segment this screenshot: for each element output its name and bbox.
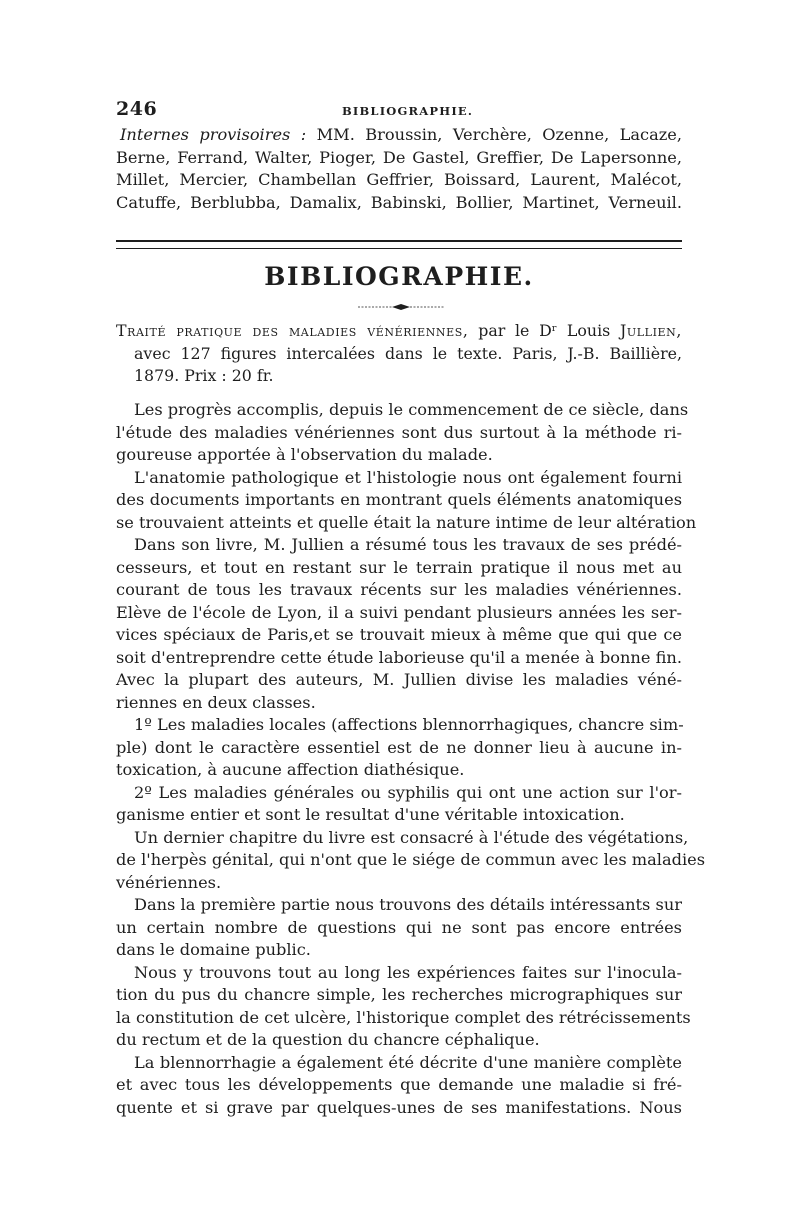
body-line: soit d'entreprendre cette étude laborieuse qu'il a menée à bonne fin.: [116, 647, 682, 667]
body-line: Avec la plupart des auteurs, M. Jullien divise les maladies véné-: [116, 670, 682, 689]
book-title: Traité pratique des maladies vénériennes,: [116, 321, 469, 340]
body-line: Dans son livre, M. Jullien a résumé tous les travaux de ses prédé-: [134, 535, 682, 554]
ornament-divider: [356, 302, 446, 312]
body-line: Les progrès accomplis, depuis le commencement de ce siècle, dans: [134, 400, 689, 419]
running-title: BIBLIOGRAPHIE.: [342, 104, 474, 118]
body-line: Un dernier chapitre du livre est consacré à l'étude des végétations,: [134, 827, 689, 847]
body-line: de l'herpès génital, qui n'ont que le siége de commun avec les maladies: [116, 850, 706, 869]
review-header: [116, 320, 682, 388]
body-line: se trouvaient atteints et quelle était la nature intime de leur altération: [116, 512, 697, 532]
author-name: Jullien,: [619, 321, 682, 340]
review-header-line: 1879. Prix : 20 fr.: [134, 366, 274, 385]
staff-label: Internes provisoires :: [120, 125, 307, 144]
body-line: des documents importants en montrant quels éléments anatomiques: [116, 490, 682, 509]
staff-list: [116, 124, 682, 214]
body-line: vices spéciaux de Paris,et se trouvait mieux à même que qui que ce: [116, 625, 682, 644]
body-line: du rectum et de la question du chancre céphalique.: [116, 1030, 540, 1049]
double-rule-divider: [116, 240, 682, 249]
body-line: goureuse apportée à l'observation du malade.: [116, 445, 493, 464]
staff-line: Catuffe, Berblubba, Damalix, Babinski, Bollier, Martinet, Verneuil.: [116, 192, 682, 212]
body-line: riennes en deux classes.: [116, 692, 316, 712]
body-line: courant de tous les travaux récents sur les maladies vénériennes.: [116, 580, 682, 599]
body-line: vénériennes.: [116, 872, 222, 892]
review-header-line: avec 127 figures intercalées dans le texte. Paris, J.-B. Baillière,: [134, 343, 682, 363]
body-line: Nous y trouvons tout au long les expériences faites sur l'inocula-: [134, 962, 682, 982]
body-line: toxication, à aucune affection diathésique.: [116, 760, 465, 779]
body-line: la constitution de cet ulcère, l'historique complet des rétrécissements: [116, 1007, 691, 1027]
body-line: tion du pus du chancre simple, les recherches micrographiques sur: [116, 985, 682, 1004]
body-line: ple) dont le caractère essentiel est de ne donner lieu à aucune in-: [116, 737, 682, 757]
body-line: La blennorrhagie a également été décrite d'une manière complète: [134, 1052, 682, 1072]
body-line: cesseurs, et tout en restant sur le terrain pratique il nous met au: [116, 557, 682, 577]
body-line: l'étude des maladies vénériennes sont dus surtout à la méthode ri-: [116, 422, 682, 442]
body-line: dans le domaine public.: [116, 940, 311, 959]
review-body: [116, 399, 706, 1119]
body-line: ganisme entier et sont le resultat d'une véritable intoxication.: [116, 805, 625, 824]
staff-line: Berne, Ferrand, Walter, Pioger, De Gastel, Greffier, De Lapersonne,: [116, 147, 682, 167]
body-line: quente et si grave par quelques-unes de ses manifestations. Nous: [116, 1097, 682, 1117]
staff-line: [116, 124, 682, 147]
body-line: 2º Les maladies générales ou syphilis qui ont une action sur l'or-: [134, 782, 682, 802]
body-line: Elève de l'école de Lyon, il a suivi pendant plusieurs années les ser-: [116, 602, 682, 622]
body-line: un certain nombre de questions qui ne sont pas encore entrées: [116, 917, 682, 937]
running-head: [116, 98, 682, 126]
body-line: et avec tous les développements que demande une maladie si fré-: [116, 1075, 682, 1094]
body-line: L'anatomie pathologique et l'histologie nous ont également fourni: [134, 467, 682, 487]
author-prefix: par le Dʳ Louis: [478, 321, 611, 340]
body-line: 1º Les maladies locales (affections blennorrhagiques, chancre sim-: [134, 715, 684, 734]
staff-line: Millet, Mercier, Chambellan Geffrier, Boissard, Laurent, Malécot,: [116, 170, 682, 189]
page-number: 246: [116, 98, 158, 120]
body-line: Dans la première partie nous trouvons des détails intéressants sur: [134, 895, 682, 914]
staff-names: MM. Broussin, Verchère, Ozenne, Lacaze,: [316, 125, 682, 144]
review-header-line: [116, 320, 682, 343]
section-title: BIBLIOGRAPHIE.: [264, 262, 534, 291]
